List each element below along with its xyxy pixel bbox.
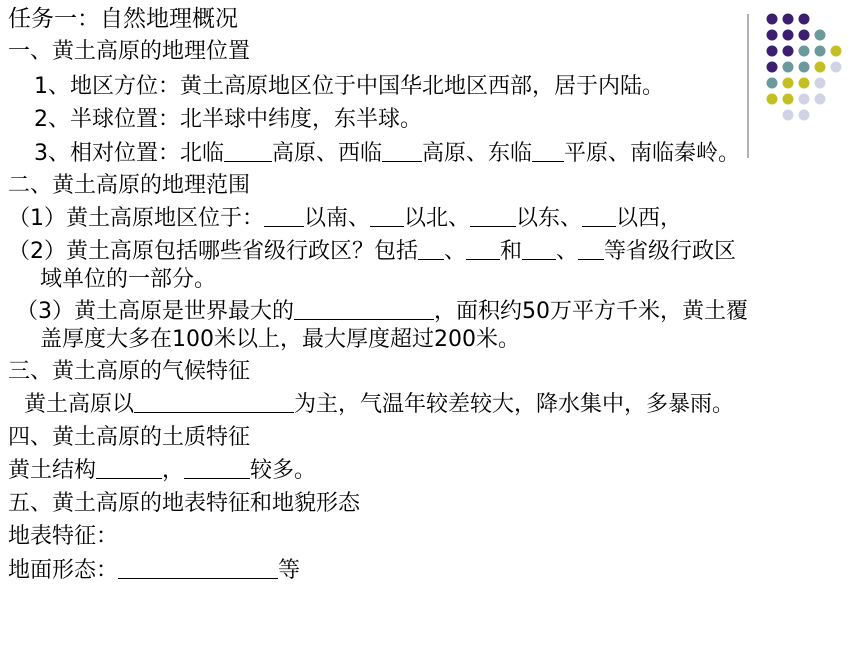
decorative-dot [799, 62, 810, 73]
blank-structure[interactable] [96, 456, 162, 479]
decorative-dot [815, 62, 826, 73]
decorative-dot [799, 78, 810, 89]
decorative-dot [799, 94, 810, 105]
decorative-dot [767, 14, 778, 25]
section5-form: 地面形态： 等 [8, 558, 301, 583]
decorative-dot [799, 14, 810, 25]
decorative-dot [783, 46, 794, 57]
blank-province-2[interactable] [466, 237, 500, 260]
blank-east[interactable] [532, 139, 564, 162]
decorative-dot [783, 94, 794, 105]
section2-item2-cont: 域单位的一部分。 [40, 267, 217, 292]
section2-heading: 二、黄土高原的地理范围 [8, 173, 251, 198]
section5-surface: 地表特征： [8, 524, 119, 549]
section2-item3-cont: 盖厚度大多在100米以上，最大厚度超过200米。 [40, 327, 520, 352]
decorative-dot [783, 14, 794, 25]
section2-item2: （2）黄土高原包括哪些省级行政区？包括 、 和 、 等省级行政区 [8, 239, 737, 264]
blank-climate[interactable] [134, 390, 294, 413]
section1-heading: 一、黄土高原的地理位置 [8, 39, 251, 64]
blank-west[interactable] [382, 139, 422, 162]
section1-item1: 1、地区方位：黄土高原地区位于中国华北地区西部，居于内陆。 [34, 74, 664, 99]
section2-item3: （3）黄土高原是世界最大的 ，面积约50万平方千米，黄土覆 [16, 299, 748, 324]
decorative-dot [799, 46, 810, 57]
slide-title: 任务一：自然地理概况 [8, 6, 238, 32]
decorative-dot [783, 78, 794, 89]
section1-item3: 3、相对位置：北临 高原、西临 高原、东临 平原、南临秦岭。 [34, 141, 741, 166]
blank-soil-feature[interactable] [184, 456, 250, 479]
decorative-dot [767, 46, 778, 57]
blank-largest[interactable] [294, 297, 434, 320]
decorative-dot [815, 30, 826, 41]
section5-heading: 五、黄土高原的地表特征和地貌形态 [8, 491, 361, 516]
section2-item1: （1）黄土高原地区位于： 以南、 以北、 以东、 以西， [8, 206, 683, 231]
section4-heading: 四、黄土高原的土质特征 [8, 425, 251, 450]
section4-text: 黄土结构 ， 较多。 [8, 458, 317, 483]
decorative-dot [799, 110, 810, 121]
decorative-dot [767, 78, 778, 89]
decorative-dot [815, 78, 826, 89]
blank-range-south[interactable] [264, 204, 304, 227]
section3-text: 黄土高原以 为主，气温年较差较大，降水集中，多暴雨。 [24, 392, 735, 417]
blank-range-north[interactable] [370, 204, 404, 227]
decorative-dot [815, 94, 826, 105]
blank-north[interactable] [224, 139, 272, 162]
blank-province-4[interactable] [578, 237, 604, 260]
blank-province-1[interactable] [418, 237, 444, 260]
section1-item2: 2、半球位置：北半球中纬度，东半球。 [34, 107, 422, 132]
blank-range-west[interactable] [582, 204, 616, 227]
decorative-dot [799, 30, 810, 41]
section3-heading: 三、黄土高原的气候特征 [8, 359, 251, 384]
decorative-dot [783, 62, 794, 73]
decorative-dot [767, 30, 778, 41]
decorative-dot [831, 62, 842, 73]
decorative-dot [783, 30, 794, 41]
decorative-dot [767, 62, 778, 73]
decorative-dot [831, 46, 842, 57]
decorative-dot [815, 46, 826, 57]
blank-landform[interactable] [118, 556, 278, 579]
blank-province-3[interactable] [522, 237, 556, 260]
decorative-dot [783, 110, 794, 121]
decorative-dot [767, 94, 778, 105]
blank-range-east[interactable] [470, 204, 516, 227]
